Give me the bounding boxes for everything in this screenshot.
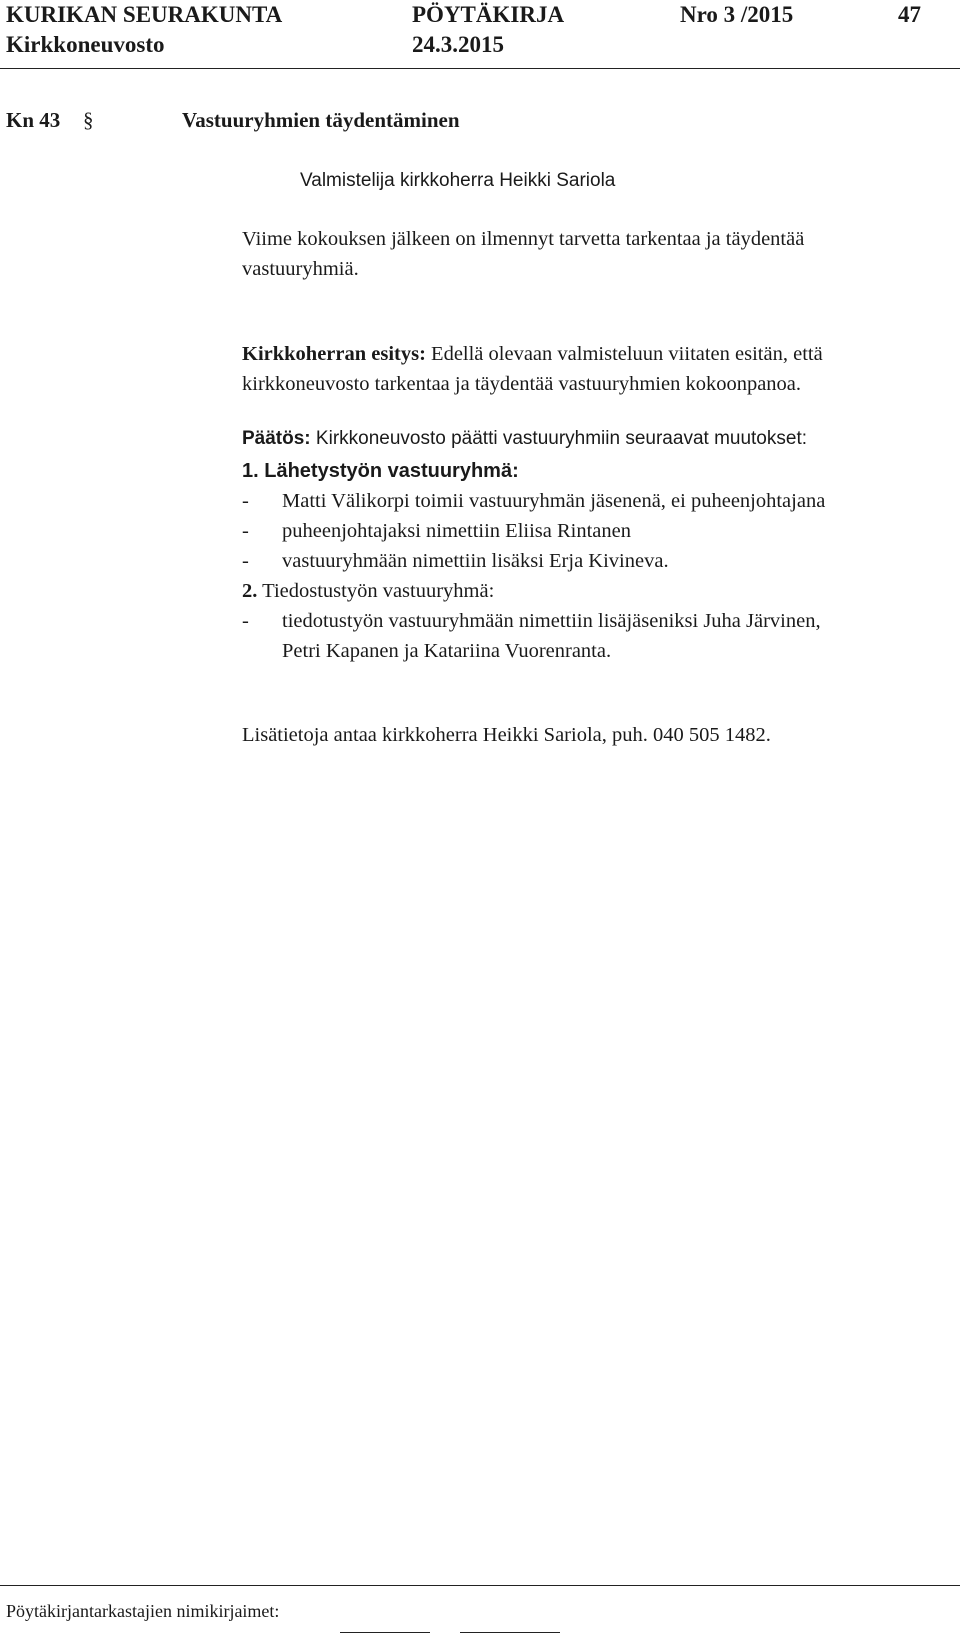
signature-line-2 <box>460 1632 560 1633</box>
group-1-item-2-dash: - <box>242 520 249 542</box>
document-number: Nro 3 /2015 <box>680 2 794 27</box>
decision-line <box>242 428 807 450</box>
organization-name: KURIKAN SEURAKUNTA <box>6 2 283 27</box>
group-2-number: 2. <box>242 580 258 602</box>
decision-label: Päätös: <box>242 428 311 449</box>
meeting-body: Kirkkoneuvosto <box>6 32 165 57</box>
more-info: Lisätietoja antaa kirkkoherra Heikki Sariola, puh. 040 505 1482. <box>242 724 771 746</box>
meeting-date: 24.3.2015 <box>412 32 504 57</box>
intro-line-1: Viime kokouksen jälkeen on ilmennyt tarvetta tarkentaa ja täydentää <box>242 228 805 250</box>
decision-text: Kirkkoneuvosto päätti vastuuryhmiin seuraavat muutokset: <box>315 428 807 449</box>
group-2-item-line-2: Petri Kapanen ja Katariina Vuorenranta. <box>282 640 612 662</box>
group-1-item-3: vastuuryhmään nimettiin lisäksi Erja Kivineva. <box>282 550 669 572</box>
section-number: Kn 43 <box>6 108 61 132</box>
proposal-line-1 <box>242 339 823 369</box>
section-title: Vastuuryhmien täydentäminen <box>182 108 460 132</box>
group-1-item-3-dash: - <box>242 550 249 572</box>
group-1-title: 1. Lähetystyön vastuuryhmä: <box>242 460 519 482</box>
header-rule <box>0 68 960 69</box>
group-2-item-dash: - <box>242 610 249 632</box>
preparer-line: Valmistelija kirkkoherra Heikki Sariola <box>300 170 616 191</box>
page-number: 47 <box>898 2 921 27</box>
intro-line-2: vastuuryhmiä. <box>242 258 359 280</box>
group-2-title: Tiedostustyön vastuuryhmä: <box>262 580 495 602</box>
proposal-label: Kirkkoherran esitys: <box>242 343 426 365</box>
document-type: PÖYTÄKIRJA <box>412 2 565 27</box>
group-1-item-1-dash: - <box>242 490 249 512</box>
footer-rule <box>0 1585 960 1586</box>
signatures-label: Pöytäkirjantarkastajien nimikirjaimet: <box>6 1601 280 1621</box>
proposal-line-2: kirkkoneuvosto tarkentaa ja täydentää vastuuryhmien kokoonpanoa. <box>242 373 802 395</box>
group-1-item-2: puheenjohtajaksi nimettiin Eliisa Rintanen <box>282 520 632 542</box>
section-symbol: § <box>83 108 94 132</box>
group-2-title-line <box>242 576 494 606</box>
group-2-item-line-1: tiedotustyön vastuuryhmään nimettiin lisäjäseniksi Juha Järvinen, <box>282 610 821 632</box>
group-1-item-1: Matti Välikorpi toimii vastuuryhmän jäsenenä, ei puheenjohtajana <box>282 490 826 512</box>
signature-line-1 <box>340 1632 430 1633</box>
proposal-text-1: Edellä olevaan valmisteluun viitaten esitän, että <box>431 343 823 365</box>
